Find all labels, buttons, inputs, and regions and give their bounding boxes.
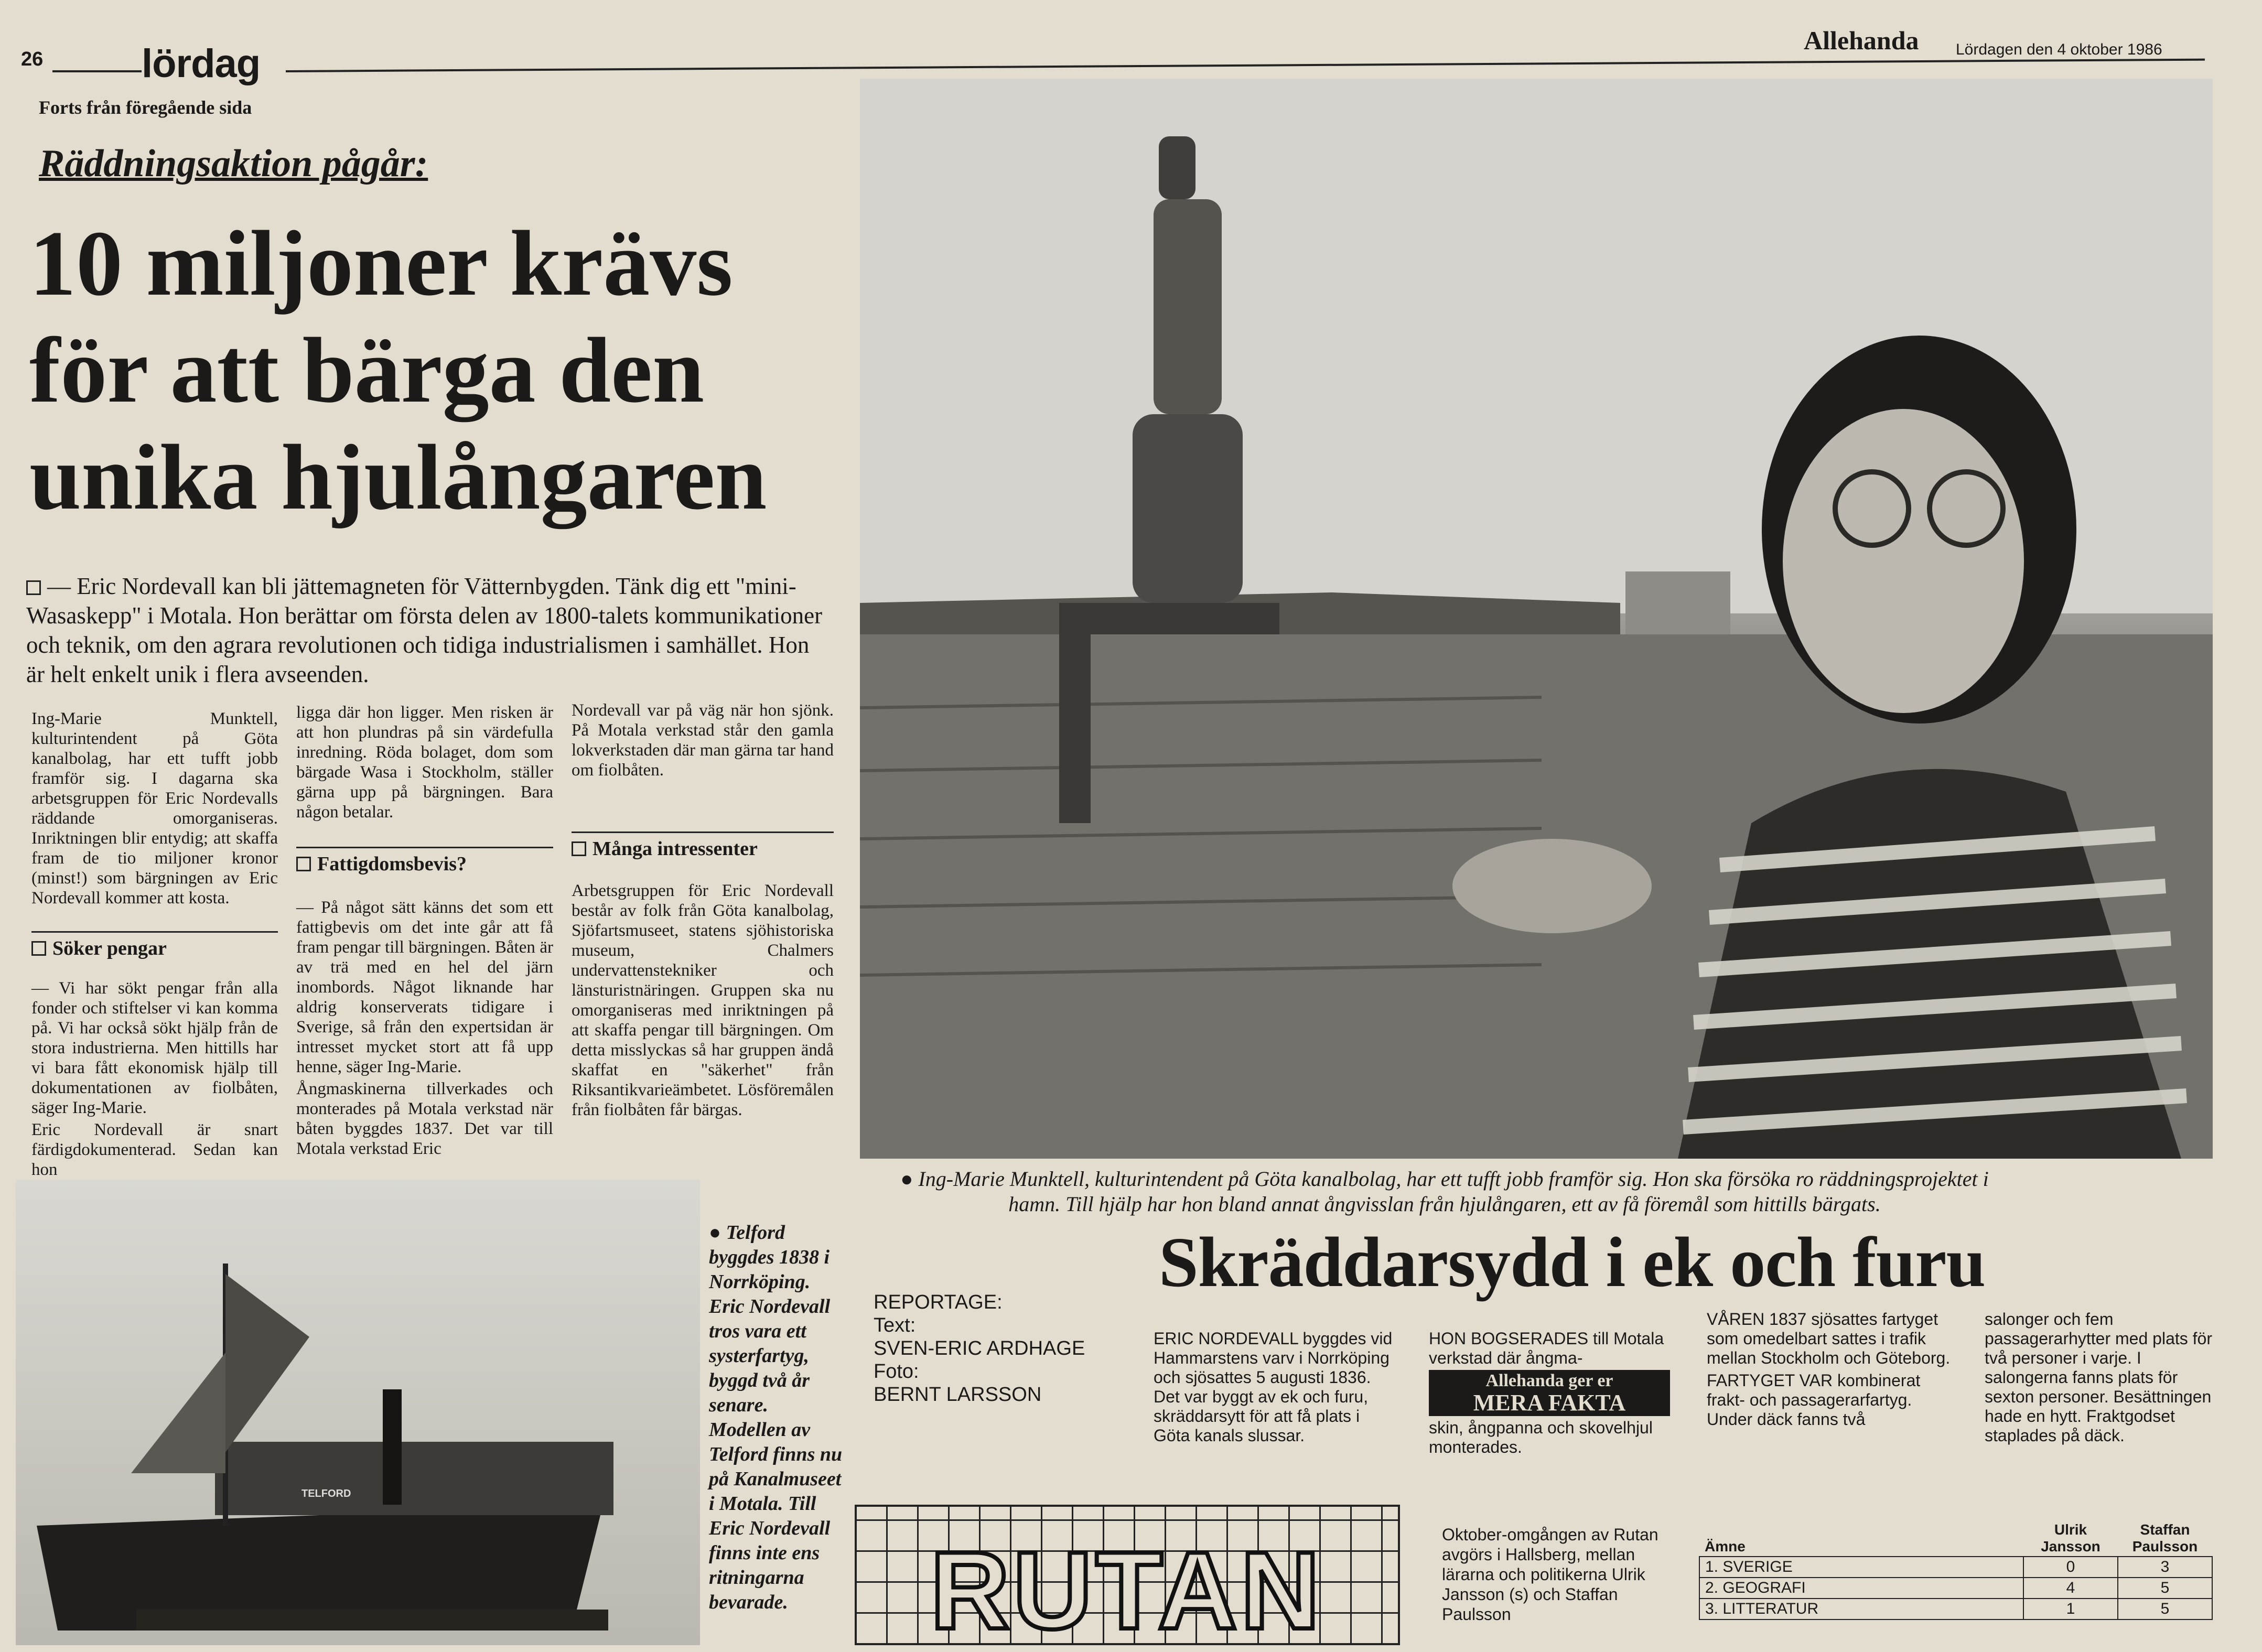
continued-note: Forts från föregående sida: [39, 97, 252, 118]
rutan-text: Oktober-omgången av Rutan avgörs i Hallsberg, mellan lärarna och politikerna Ulrik Jansson (s) och Staffan Paulsson: [1442, 1525, 1658, 1624]
issue-date: Lördagen den 4 oktober 1986: [1956, 41, 2162, 58]
rutan-logo: RUTAN: [930, 1529, 1323, 1652]
bullet-box: [26, 580, 41, 595]
kicker: Räddningsaktion pågår:: [39, 142, 428, 185]
ship-name-plate: TELFORD: [301, 1488, 351, 1499]
main-headline: 10 miljoner krävs för att bärga den unika hjulångaren: [29, 211, 767, 529]
mera-fakta-badge: Allehanda ger er MERA FAKTA: [1429, 1370, 1670, 1416]
rutan-score-table: [1699, 1520, 2213, 1620]
credits-photo-author: BERNT LARSSON: [874, 1384, 1042, 1406]
photo-caption: ● Ing-Marie Munktell, kulturintendent på Göta kanalbolag, har ett tufft jobb framför sig. Hon ska försöka ro räddningsprojektet i hamn. Till hjälp har hon bland annat ångvisslan från hjulångaren, ett av få föremål som hittills bärgats.: [900, 1167, 1989, 1216]
subhead-fattigdomsbevis: Fattigdomsbevis?: [296, 847, 553, 876]
credits-text-label: Text:: [874, 1314, 916, 1336]
paragraph: Arbetsgruppen för Eric Nordevall består av folk från Göta kanalbolag, Sjöfartsmuseet, statens sjöhistoriska museum, Chalmers undervattenstekniker och länsturistnäringen. Gruppen ska nu omorganiseras med inriktningen på att skaffa pengar till bärgningen. Om detta misslyckas så har gruppen ändå skaffat en "säkerhet" från Riksantikvarieämbetet. Lösföremålen från fiolbåten får bärgas.: [572, 881, 834, 1119]
article-column-3: [572, 700, 834, 811]
fact-column-3: VÅREN 1837 sjösattes fartyget som omedelbart sattes i trafik mellan Stockholm och Göteborg. FARTYGET VAR kombinerat frakt- och passagerarfartyg. Under däck fanns två: [1707, 1310, 1951, 1429]
rutan-logo-box: [855, 1505, 1400, 1652]
bullet-box: [572, 841, 586, 856]
main-photo: [860, 79, 2213, 1159]
paragraph: Ing-Marie Munktell, kulturintendent på Göta kanalbolag, har ett tufft jobb framför sig. I dagarna ska arbetsgruppen för Eric Nordevalls räddande omorganiseras. Inriktningen blir entydig; att skaffa fram de tio miljoner kronor (minst!) som bärgningen av Eric Nordevall kommer att kosta.: [31, 709, 278, 908]
page-number: 26: [21, 48, 44, 70]
credits-photo-label: Foto:: [874, 1361, 919, 1383]
col-subject: Ämne: [1705, 1538, 1746, 1554]
table-row: 3. LITTERATUR 1 5: [1699, 1599, 2212, 1619]
bullet-dot: ●: [709, 1222, 721, 1244]
paragraph: — På något sätt känns det som ett fattigbevis om det inte går att få fram pengar till bärgningen. Båten är av trä med en hel del järn inombords. Något liknande har aldrig konserverats tidigare i Sverige, så från den expertsidan är intresset mycket stort att få upp henne, säger Ing-Marie.: [296, 898, 553, 1076]
bullet-dot: ●: [900, 1167, 913, 1191]
fact-column-4: salonger och fem passagerarhytter med plats för två personer i varje. I salongerna fanns plats för sexton personer. Besättningen hade en hytt. Fraktgodset staplades på däck.: [1985, 1310, 2212, 1445]
credits: [874, 1291, 1085, 1406]
credits-text-author: SVEN-ERIC ARDHAGE: [874, 1337, 1085, 1359]
fact-column-2: HON BOGSERADES till Motala verkstad där ångma- Allehanda ger er MERA FAKTA skin, ångpanna och skovelhjul monterades.: [1429, 1329, 1670, 1476]
paragraph: Ångmaskinerna tillverkades och monterades på Motala verkstad när båten byggdes 1837. Det var till Motala verkstad Eric: [296, 1079, 553, 1158]
photo-illustration: [860, 79, 2213, 1159]
subhead-manga-intressenter: Många intressenter: [572, 832, 834, 860]
ship-model-photo: [16, 1180, 700, 1645]
second-headline: Skräddarsydd i ek och furu: [1159, 1223, 1986, 1302]
article-column-2b: [296, 898, 553, 1165]
col-ulrik: Ulrik Jansson: [2041, 1521, 2101, 1554]
ship-illustration: [16, 1180, 700, 1645]
bullet-box: [31, 941, 46, 956]
section-title: lördag: [142, 41, 261, 86]
lead-paragraph: — Eric Nordevall kan bli jättemagneten för Vätternbygden. Tänk dig ett "mini-Wasaskepp" i Motala. Hon berättar om första delen av 1800-talets kommunikationer och teknik, om den agrara revolutionen och tidiga industrialismen i samhället. Hon är helt enkelt unik i flera avseenden.: [26, 573, 823, 687]
fact-column-1: ERIC NORDEVALL byggdes vid Hammarstens varv i Norrköping och sjösattes 5 augusti 1836. Det var byggt av ek och furu, skräddarsytt för att få plats i Göta kanals slussar.: [1154, 1329, 1393, 1445]
ship-caption: ● Telford byggdes 1838 i Norrköping. Eric Nordevall tros vara ett systerfartyg, byggd två år senare. Modellen av Telford finns nu på Kanalmuseet i Motala. Till Eric Nordevall finns inte ens ritningarna bevarade.: [709, 1222, 843, 1613]
table-row: 2. GEOGRAFI 4 5: [1699, 1578, 2212, 1599]
article-column-2: [296, 703, 553, 839]
paragraph: ligga där hon ligger. Men risken är att hon plundras på sin värdefulla inredning. Röda bolaget, dom som bärgade Wasa i Stockholm, ställer gärna upp på bärgningen. Bara någon betalar.: [296, 703, 553, 822]
article-column-3b: [572, 881, 834, 1164]
article-column-1b: [31, 978, 278, 1179]
paper-name: Allehanda: [1804, 26, 1919, 55]
table-row: 1. SVERIGE 0 3: [1699, 1557, 2212, 1578]
header-rule-left: [52, 70, 142, 72]
subhead-soker-pengar: Söker pengar: [31, 931, 278, 960]
paragraph: — Vi har sökt pengar från alla fonder och stiftelser vi kan komma på. Vi har också sökt hjälp från de stora industrierna. Men hittills har vi bara fått ekonomisk hjälp till dokumentationen av fiolbåten, säger Ing-Marie.: [31, 979, 278, 1117]
credits-label: REPORTAGE:: [874, 1291, 1003, 1313]
paragraph: Eric Nordevall är snart färdigdokumenterad. Sedan kan hon: [31, 1120, 278, 1179]
paragraph: Nordevall var på väg när hon sjönk. På Motala verkstad står den gamla lokverkstaden där man gärna tar hand om fiolbåten.: [572, 701, 834, 780]
header-rule-right: [286, 59, 2205, 72]
col-staffan: Staffan Paulsson: [2132, 1521, 2198, 1554]
bullet-box: [296, 857, 311, 871]
